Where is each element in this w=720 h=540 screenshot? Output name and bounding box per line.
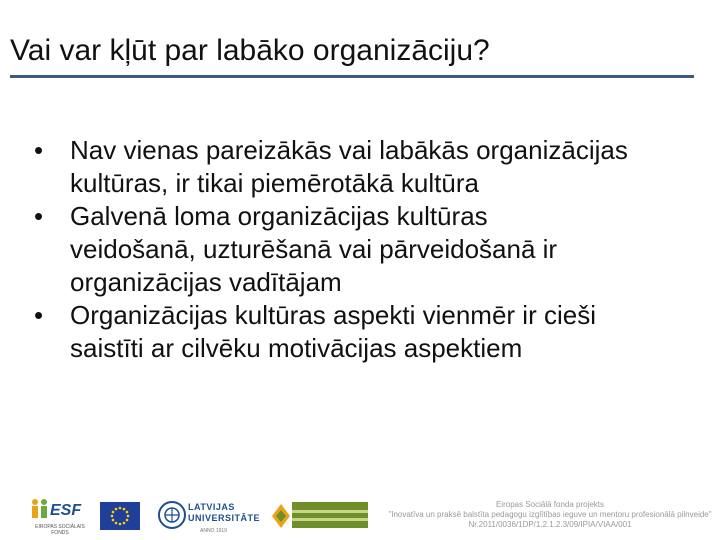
- university-year: ANNO 1919: [200, 528, 227, 534]
- bullet-line: Nav vienas pareizākās vai labākās organizācijas: [70, 135, 628, 165]
- bullet-line: kultūras, ir tikai piemērotākā kultūra: [70, 168, 479, 198]
- bullet-marker: •: [34, 201, 44, 231]
- bullet-line: veidošanā, uzturēšanā vai pārveidošanā ir: [70, 234, 558, 264]
- bullet-list: [34, 134, 704, 365]
- slide-title: Vai var kļūt par labāko organizāciju?: [10, 34, 490, 67]
- project-info-line: Nr.2011/0036/1DP/1.2.1.2.3/09/IPIA/VIAA/001: [468, 520, 632, 529]
- title-underline: [10, 75, 694, 78]
- project-info-line: "Inovatīva un praksē balstīta pedagogu izglītības ieguve un mentoru profesionālā pilnveide": [388, 510, 712, 519]
- project-banner-stripe: [292, 518, 368, 521]
- project-emblem-icon: [270, 502, 292, 530]
- bullet-marker: •: [34, 300, 44, 330]
- university-name-line2: UNIVERSITĀTE: [188, 513, 261, 523]
- bullet-item: [34, 299, 704, 365]
- university-logo: [158, 498, 261, 534]
- esf-logo: [30, 498, 90, 538]
- project-info-line: Eiropas Sociālā fonda projekts: [495, 500, 605, 509]
- bullet-item: [34, 200, 704, 299]
- bullet-item: [34, 134, 704, 200]
- bullet-marker: •: [34, 135, 44, 165]
- esf-logo-text: ESF: [50, 502, 82, 519]
- footer-logos: [0, 490, 720, 540]
- university-seal-icon: [158, 498, 186, 532]
- esf-logo-caption: EIROPAS SOCIĀLAIS FONDS: [35, 524, 85, 536]
- project-banner-stripe: [292, 510, 368, 513]
- university-name-line1: LATVIJAS: [188, 502, 235, 512]
- project-logo: [270, 500, 370, 534]
- project-banner: [292, 502, 368, 528]
- bullet-line: Galvenā loma organizācijas kultūras: [70, 201, 488, 231]
- bullet-line: Organizācijas kultūras aspekti vienmēr ir cieši: [70, 300, 596, 330]
- bullet-line: organizācijas vadītājam: [70, 267, 342, 297]
- esf-figures-icon: [30, 498, 50, 520]
- bullet-line: saistīti ar cilvēku motivācijas aspektiem: [70, 333, 523, 363]
- eu-flag-icon: [100, 502, 140, 530]
- project-info: [385, 500, 715, 530]
